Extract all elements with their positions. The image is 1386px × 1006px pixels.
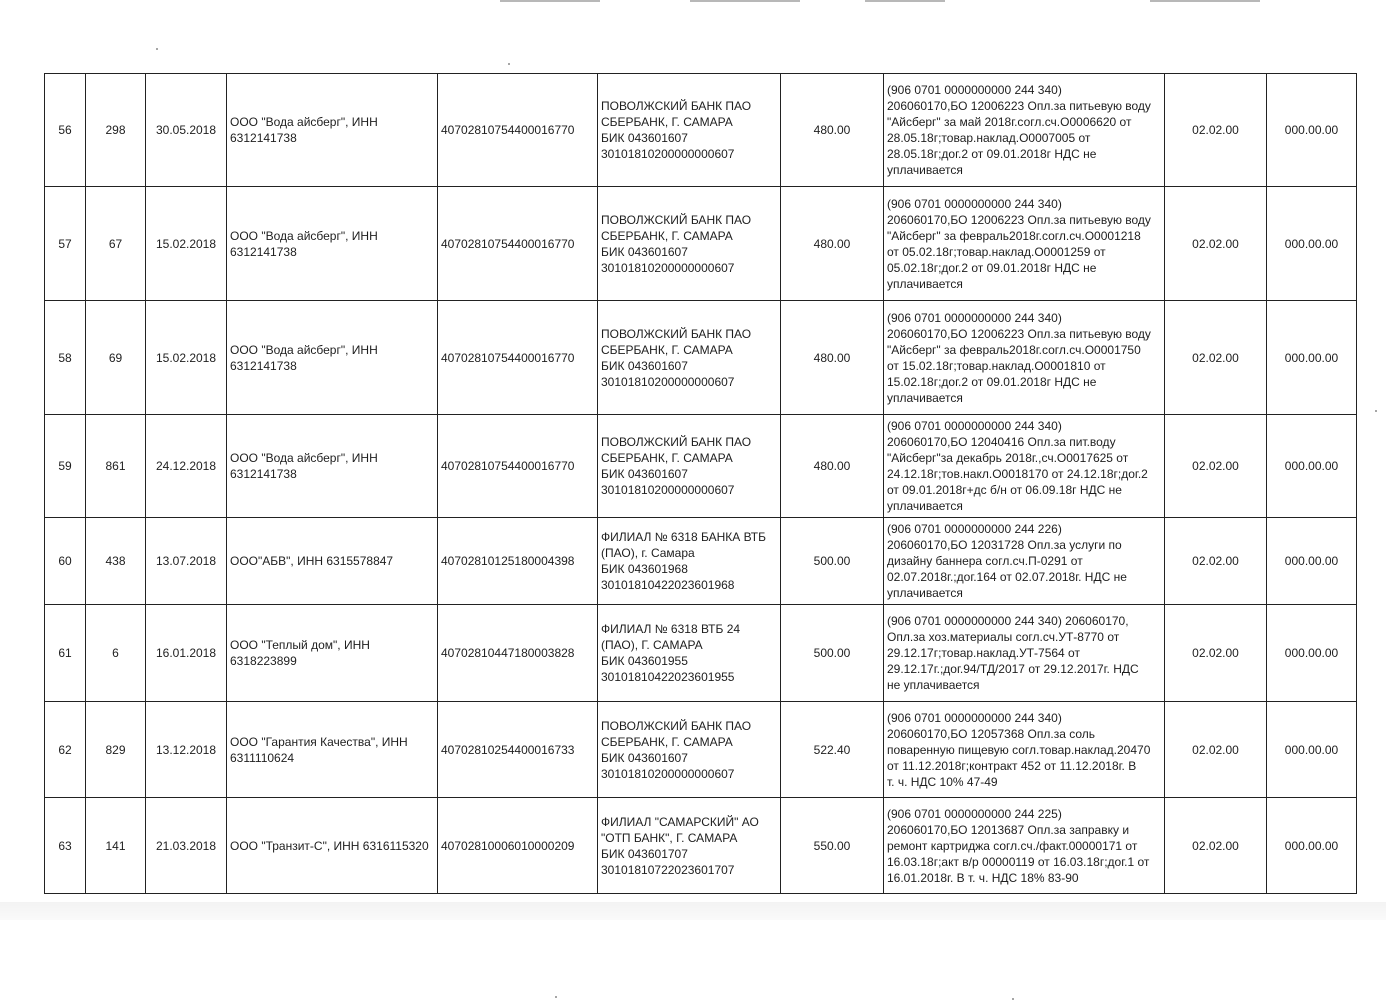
- analytic-code: 000.00.00: [1267, 301, 1357, 415]
- scan-edge-mark: [865, 0, 945, 2]
- payment-sum: 480.00: [781, 187, 884, 301]
- payee-name: ООО "Вода айсберг", ИНН 6312141738: [227, 301, 438, 415]
- payee-bank: ПОВОЛЖСКИЙ БАНК ПАО СБЕРБАНК, Г. САМАРА БИК 043601607 30101810200000000607: [598, 301, 781, 415]
- payment-date: 16.01.2018: [146, 605, 227, 702]
- table-row: [45, 798, 1357, 894]
- budget-code: 02.02.00: [1165, 301, 1267, 415]
- payee-name: ООО "Теплый дом", ИНН 6318223899: [227, 605, 438, 702]
- budget-code: 02.02.00: [1165, 518, 1267, 605]
- payment-purpose: (906 0701 0000000000 244 226) 206060170,БО 12031728 Опл.за услуги по дизайну баннера согл.сч.П-0291 от 02.07.2018г.;дог.164 от 02.07.2018г. НДС не уплачивается: [884, 518, 1165, 605]
- payment-sum: 480.00: [781, 301, 884, 415]
- budget-code: 02.02.00: [1165, 74, 1267, 187]
- payee-account: 40702810254400016733: [438, 702, 598, 798]
- budget-code: 02.02.00: [1165, 415, 1267, 518]
- payee-name: ООО "Транзит-С", ИНН 6316115320: [227, 798, 438, 894]
- budget-code: 02.02.00: [1165, 798, 1267, 894]
- payment-sum: 480.00: [781, 74, 884, 187]
- payment-purpose: (906 0701 0000000000 244 225) 206060170,БО 12013687 Опл.за заправку и ремонт картриджа согл.сч./факт.00000171 от 16.03.18г;акт в/р 00000119 от 16.03.18г;дог.1 от 16.01.2018г. В т. ч. НДС 18% 83-90: [884, 798, 1165, 894]
- payment-date: 15.02.2018: [146, 301, 227, 415]
- scan-edge-mark: [1150, 0, 1260, 2]
- analytic-code: 000.00.00: [1267, 605, 1357, 702]
- row-number: 60: [45, 518, 86, 605]
- payment-date: 13.12.2018: [146, 702, 227, 798]
- row-number: 62: [45, 702, 86, 798]
- payment-order-number: 438: [86, 518, 146, 605]
- payment-date: 21.03.2018: [146, 798, 227, 894]
- row-number: 61: [45, 605, 86, 702]
- payee-bank: ФИЛИАЛ № 6318 БАНКА ВТБ (ПАО), г. Самара БИК 043601968 30101810422023601968: [598, 518, 781, 605]
- payment-order-number: 141: [86, 798, 146, 894]
- row-number: 58: [45, 301, 86, 415]
- budget-code: 02.02.00: [1165, 702, 1267, 798]
- payee-name: ООО "Гарантия Качества", ИНН 6311110624: [227, 702, 438, 798]
- row-number: 59: [45, 415, 86, 518]
- payment-order-number: 298: [86, 74, 146, 187]
- analytic-code: 000.00.00: [1267, 798, 1357, 894]
- payment-date: 13.07.2018: [146, 518, 227, 605]
- analytic-code: 000.00.00: [1267, 187, 1357, 301]
- payment-purpose: (906 0701 0000000000 244 340) 206060170,БО 12057368 Опл.за соль поваренную пищевую согл.товар.наклад.20470 от 11.12.2018г;контракт 452 от 11.12.2018г. В т. ч. НДС 10% 47-49: [884, 702, 1165, 798]
- payment-sum: 480.00: [781, 415, 884, 518]
- row-number: 63: [45, 798, 86, 894]
- payment-sum: 522.40: [781, 702, 884, 798]
- row-number: 56: [45, 74, 86, 187]
- payee-name: ООО "Вода айсберг", ИНН 6312141738: [227, 187, 438, 301]
- scan-edge-mark: [500, 0, 600, 2]
- payment-purpose: (906 0701 0000000000 244 340) 206060170,БО 12006223 Опл.за питьевую воду "Айсберг" за февраль2018г.согл.сч.О0001750 от 15.02.18г;товар.наклад.О0001810 от 15.02.18г;дог.2 от 09.01.2018г НДС не уплачивается: [884, 301, 1165, 415]
- payee-bank: ПОВОЛЖСКИЙ БАНК ПАО СБЕРБАНК, Г. САМАРА БИК 043601607 30101810200000000607: [598, 702, 781, 798]
- analytic-code: 000.00.00: [1267, 518, 1357, 605]
- payee-bank: ФИЛИАЛ "САМАРСКИЙ" АО "ОТП БАНК", Г. САМАРА БИК 043601707 30101810722023601707: [598, 798, 781, 894]
- payee-account: 40702810754400016770: [438, 301, 598, 415]
- payment-purpose: (906 0701 0000000000 244 340) 206060170,БО 12006223 Опл.за питьевую воду "Айсберг" за февраль2018г.согл.сч.О0001218 от 05.02.18г;товар.наклад.О0001259 от 05.02.18г;дог.2 от 09.01.2018г НДС не уплачивается: [884, 187, 1165, 301]
- table-row: [45, 187, 1357, 301]
- payment-order-number: 6: [86, 605, 146, 702]
- payee-name: ООО"АБВ", ИНН 6315578847: [227, 518, 438, 605]
- payment-purpose: (906 0701 0000000000 244 340) 206060170,БО 12006223 Опл.за питьевую воду "Айсберг" за май 2018г.согл.сч.О0006620 от 28.05.18г;товар.наклад.О0007005 от 28.05.18г;дог.2 от 09.01.2018г НДС не уплачивается: [884, 74, 1165, 187]
- payment-order-number: 67: [86, 187, 146, 301]
- payment-sum: 500.00: [781, 605, 884, 702]
- scan-shadow: [0, 902, 1386, 920]
- payment-date: 30.05.2018: [146, 74, 227, 187]
- analytic-code: 000.00.00: [1267, 74, 1357, 187]
- payee-bank: ПОВОЛЖСКИЙ БАНК ПАО СБЕРБАНК, Г. САМАРА БИК 043601607 30101810200000000607: [598, 74, 781, 187]
- payment-date: 15.02.2018: [146, 187, 227, 301]
- table-row: [45, 301, 1357, 415]
- payee-name: ООО "Вода айсберг", ИНН 6312141738: [227, 74, 438, 187]
- scan-speck: [508, 63, 510, 65]
- analytic-code: 000.00.00: [1267, 415, 1357, 518]
- table-row: [45, 74, 1357, 187]
- payee-account: 40702810754400016770: [438, 415, 598, 518]
- table-row: [45, 415, 1357, 518]
- payee-account: 40702810447180003828: [438, 605, 598, 702]
- table-row: [45, 605, 1357, 702]
- payment-register-table: [44, 73, 1357, 894]
- payee-account: 40702810754400016770: [438, 187, 598, 301]
- budget-code: 02.02.00: [1165, 187, 1267, 301]
- scan-speck: [156, 48, 158, 50]
- payee-account: 40702810125180004398: [438, 518, 598, 605]
- scan-speck: [555, 996, 557, 998]
- payment-purpose: (906 0701 0000000000 244 340) 206060170,БО 12040416 Опл.за пит.воду "Айсберг"за декабрь 2018г.,сч.О0017625 от 24.12.18г;тов.накл.О0018170 от 24.12.18г;дог.2 от 09.01.2018г+дс б/н от 06.09.18г НДС не уплачивается: [884, 415, 1165, 518]
- payee-name: ООО "Вода айсберг", ИНН 6312141738: [227, 415, 438, 518]
- payee-bank: ФИЛИАЛ № 6318 ВТБ 24 (ПАО), Г. САМАРА БИК 043601955 30101810422023601955: [598, 605, 781, 702]
- payee-account: 40702810754400016770: [438, 74, 598, 187]
- payment-order-number: 69: [86, 301, 146, 415]
- payee-bank: ПОВОЛЖСКИЙ БАНК ПАО СБЕРБАНК, Г. САМАРА БИК 043601607 30101810200000000607: [598, 415, 781, 518]
- payee-account: 40702810006010000209: [438, 798, 598, 894]
- table-row: [45, 518, 1357, 605]
- payee-bank: ПОВОЛЖСКИЙ БАНК ПАО СБЕРБАНК, Г. САМАРА БИК 043601607 30101810200000000607: [598, 187, 781, 301]
- budget-code: 02.02.00: [1165, 605, 1267, 702]
- payment-order-number: 861: [86, 415, 146, 518]
- scan-edge-mark: [690, 0, 800, 2]
- row-number: 57: [45, 187, 86, 301]
- scan-speck: [1012, 998, 1014, 1000]
- payment-purpose: (906 0701 0000000000 244 340) 206060170, Опл.за хоз.материалы согл.сч.УТ-8770 от 29.12.17г;товар.наклад.УТ-7564 от 29.12.17г.;дог.94/ТД/2017 от 29.12.2017г. НДС не уплачивается: [884, 605, 1165, 702]
- table-row: [45, 702, 1357, 798]
- analytic-code: 000.00.00: [1267, 702, 1357, 798]
- payment-sum: 500.00: [781, 518, 884, 605]
- payment-date: 24.12.2018: [146, 415, 227, 518]
- payment-sum: 550.00: [781, 798, 884, 894]
- payment-order-number: 829: [86, 702, 146, 798]
- scan-speck: [1375, 410, 1377, 412]
